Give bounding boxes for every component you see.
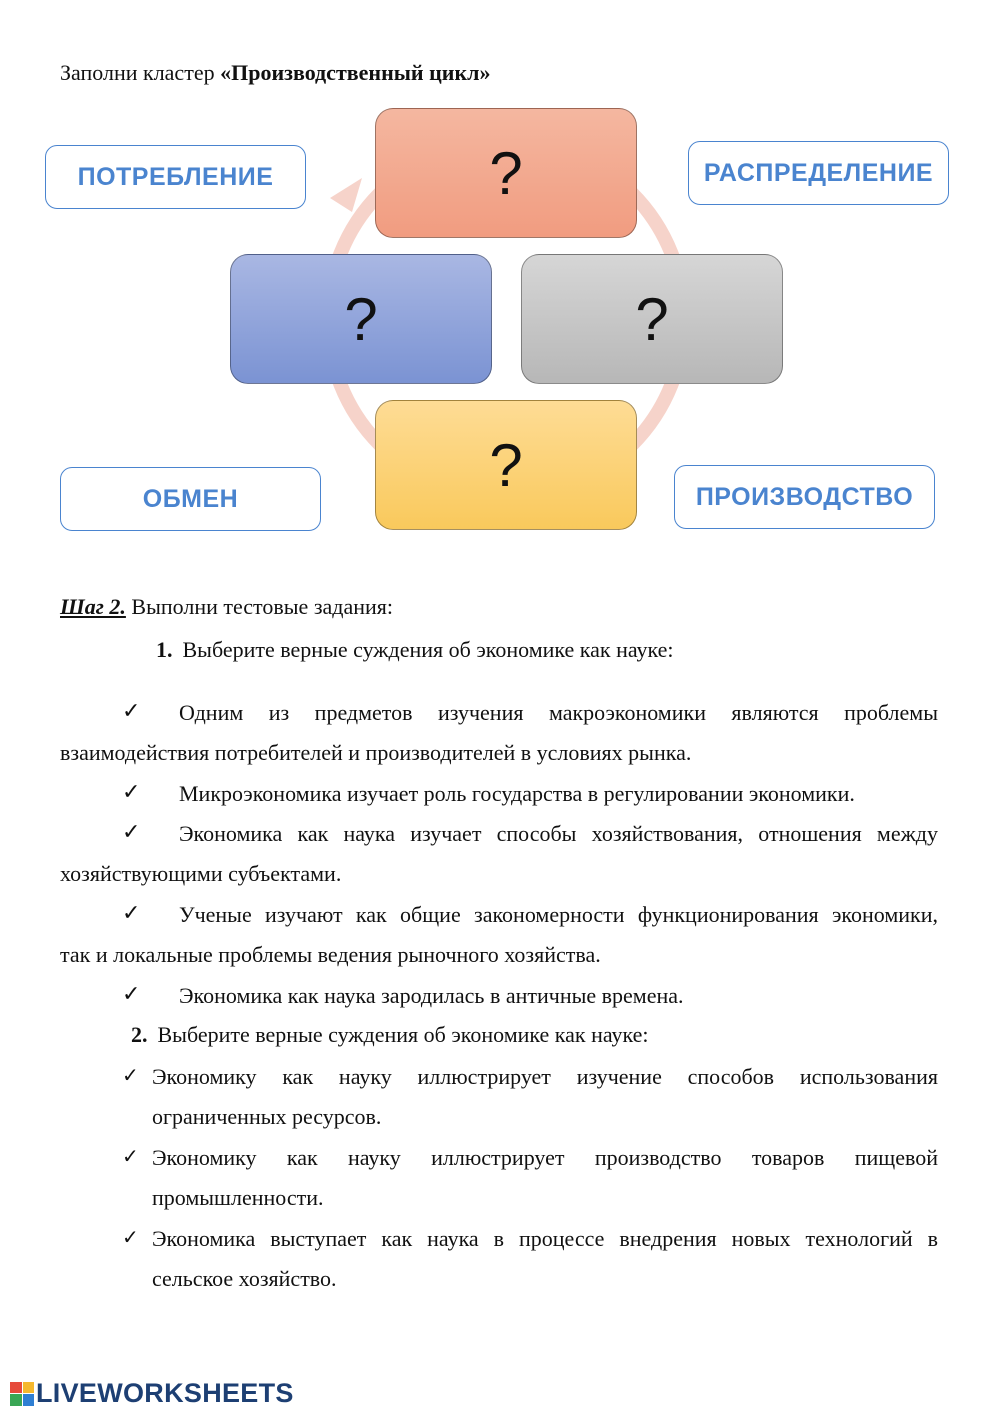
q1-option-1-line-1: Одним из предметов изучения макроэкономики являются проблемы bbox=[179, 700, 938, 725]
checkmark-icon[interactable]: ✓ bbox=[122, 780, 141, 805]
q1-option-3-line-2: хозяйствующими субъектами. bbox=[60, 861, 342, 886]
q1-option-5-line-1: Экономика как наука зародилась в античные времена. bbox=[179, 983, 684, 1008]
question-2 bbox=[131, 1022, 649, 1048]
q2-option-1-line-2: ограниченных ресурсов. bbox=[152, 1104, 382, 1129]
label-production[interactable]: ПРОИЗВОДСТВО bbox=[674, 465, 935, 529]
checkmark-icon[interactable]: ✓ bbox=[122, 699, 141, 724]
liveworksheets-logo-icon bbox=[10, 1382, 34, 1406]
q1-option-4-line-2: так и локальные проблемы ведения рыночного хозяйства. bbox=[60, 942, 601, 967]
q2-option-1-line-1: Экономику как науку иллюстрирует изучение способов использования bbox=[152, 1064, 938, 1089]
checkmark-icon[interactable]: ✓ bbox=[122, 982, 141, 1007]
checkmark-icon[interactable]: ✓ bbox=[122, 1144, 139, 1168]
question-2-text: Выберите верные суждения об экономике как науке: bbox=[157, 1022, 649, 1047]
q1-option-2-line-1: Микроэкономика изучает роль государства в регулировании экономики. bbox=[179, 781, 855, 806]
q1-option-1-line-2: взаимодействия потребителей и производителей в условиях рынка. bbox=[60, 740, 692, 765]
liveworksheets-brand[interactable] bbox=[10, 1378, 294, 1409]
checkmark-icon[interactable]: ✓ bbox=[122, 1225, 139, 1249]
question-2-number: 2. bbox=[131, 1022, 148, 1047]
step-heading bbox=[60, 594, 393, 620]
cluster-box-left[interactable]: ? bbox=[230, 254, 492, 384]
question-1 bbox=[156, 637, 674, 663]
q2-option-2-line-1: Экономику как науку иллюстрирует производство товаров пищевой bbox=[152, 1145, 938, 1170]
cluster-box-right[interactable]: ? bbox=[521, 254, 783, 384]
q2-option-3-line-1: Экономика выступает как наука в процессе внедрения новых технологий в bbox=[152, 1226, 938, 1251]
question-1-number: 1. bbox=[156, 637, 173, 662]
label-exchange[interactable]: ОБМЕН bbox=[60, 467, 321, 531]
cycle-arrowhead bbox=[330, 178, 362, 212]
brand-name: LIVEWORKSHEETS bbox=[36, 1378, 294, 1408]
q2-option-2-line-2: промышленности. bbox=[152, 1185, 324, 1210]
q1-option-4-line-1: Ученые изучают как общие закономерности функционирования экономики, bbox=[179, 902, 938, 927]
checkmark-icon[interactable]: ✓ bbox=[122, 1063, 139, 1087]
q1-option-3-line-1: Экономика как наука изучает способы хозяйствования, отношения между bbox=[179, 821, 938, 846]
step-text: Выполни тестовые задания: bbox=[125, 594, 394, 619]
label-distribution[interactable]: РАСПРЕДЕЛЕНИЕ bbox=[688, 141, 949, 205]
title-cluster-name: «Производственный цикл» bbox=[220, 60, 491, 85]
title-prefix: Заполни кластер bbox=[60, 60, 221, 85]
checkmark-icon[interactable]: ✓ bbox=[122, 820, 141, 845]
checkmark-icon[interactable]: ✓ bbox=[122, 901, 141, 926]
cluster-box-top[interactable]: ? bbox=[375, 108, 637, 238]
q2-option-3-line-2: сельское хозяйство. bbox=[152, 1266, 337, 1291]
question-1-text: Выберите верные суждения об экономике как науке: bbox=[182, 637, 674, 662]
cluster-box-bottom[interactable]: ? bbox=[375, 400, 637, 530]
step-label: Шаг 2. bbox=[60, 594, 126, 619]
label-consumption[interactable]: ПОТРЕБЛЕНИЕ bbox=[45, 145, 306, 209]
